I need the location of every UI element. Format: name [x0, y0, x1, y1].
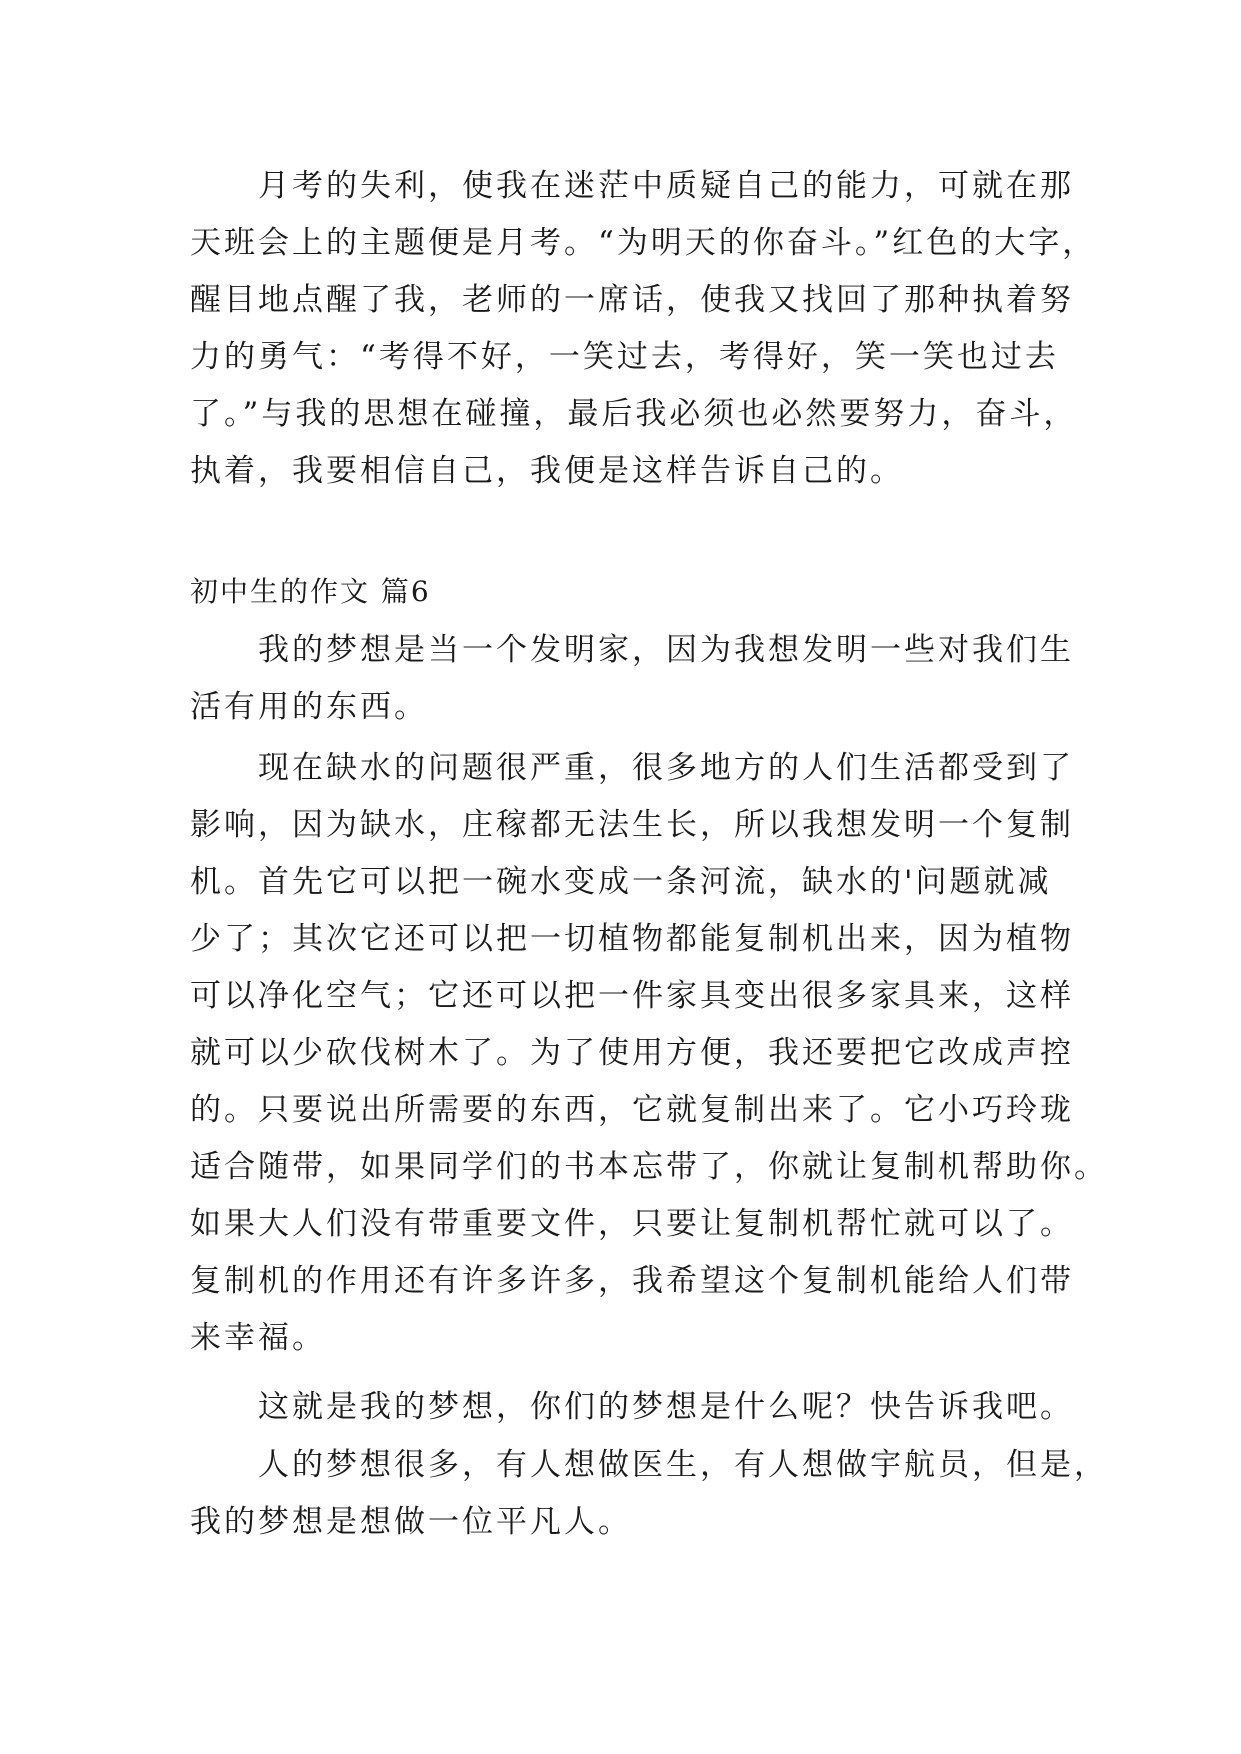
- text-line: 了。”与我的思想在碰撞，最后我必须也必然要努力，奋斗，: [190, 396, 1078, 432]
- text-line: 醒目地点醒了我，老师的一席话，使我又找回了那种执着努: [190, 282, 1074, 318]
- text-line: 执着，我要相信自己，我便是这样告诉自己的。: [190, 453, 904, 489]
- text-line: 现在缺水的问题很严重，很多地方的人们生活都受到了: [258, 750, 1074, 786]
- paragraph-dream-intro: [190, 622, 1090, 736]
- paragraph-question: [190, 1379, 1090, 1436]
- text-line: 少了；其次它还可以把一切植物都能复制机出来，因为植物: [190, 921, 1074, 957]
- text-line: 的。只要说出所需要的东西，它就复制出来了。它小巧玲珑: [190, 1092, 1074, 1128]
- text-line: 影响，因为缺水，庄稼都无法生长，所以我想发明一个复制: [190, 807, 1074, 843]
- text-line: 月考的失利，使我在迷茫中质疑自己的能力，可就在那: [258, 168, 1074, 204]
- text-line: 适合随带，如果同学们的书本忘带了，你就让复制机帮助你。: [190, 1149, 1108, 1185]
- text-line: 力的勇气：“考得不好，一笑过去，考得好，笑一笑也过去: [190, 339, 1059, 375]
- text-line: 人的梦想很多，有人想做医生，有人想做宇航员，但是，: [258, 1447, 1108, 1483]
- text-line: 我的梦想是当一个发明家，因为我想发明一些对我们生: [258, 632, 1074, 668]
- text-line: 就可以少砍伐树木了。为了使用方便，我还要把它改成声控: [190, 1035, 1074, 1071]
- text-line: 机。首先它可以把一碗水变成一条河流，缺水的'问题就减: [190, 864, 1052, 900]
- section-heading: 初中生的作文 篇6: [190, 575, 431, 608]
- text-line: 天班会上的主题便是月考。“为明天的你奋斗。”红色的大字，: [190, 225, 1097, 261]
- paragraph-copier-invention: [190, 740, 1108, 1367]
- text-line: 可以净化空气；它还可以把一件家具变出很多家具来，这样: [190, 978, 1074, 1014]
- paragraph-ordinary-person: [190, 1437, 1108, 1551]
- text-line: 来幸福。: [190, 1320, 326, 1356]
- text-line: 复制机的作用还有许多许多，我希望这个复制机能给人们带: [190, 1263, 1074, 1299]
- text-line: 如果大人们没有带重要文件，只要让复制机帮忙就可以了。: [190, 1206, 1074, 1242]
- text-line: 这就是我的梦想，你们的梦想是什么呢？快告诉我吧。: [258, 1389, 1074, 1425]
- paragraph-exam-reflection: [190, 158, 1097, 500]
- text-line: 我的梦想是想做一位平凡人。: [190, 1504, 632, 1540]
- text-line: 活有用的东西。: [190, 689, 428, 725]
